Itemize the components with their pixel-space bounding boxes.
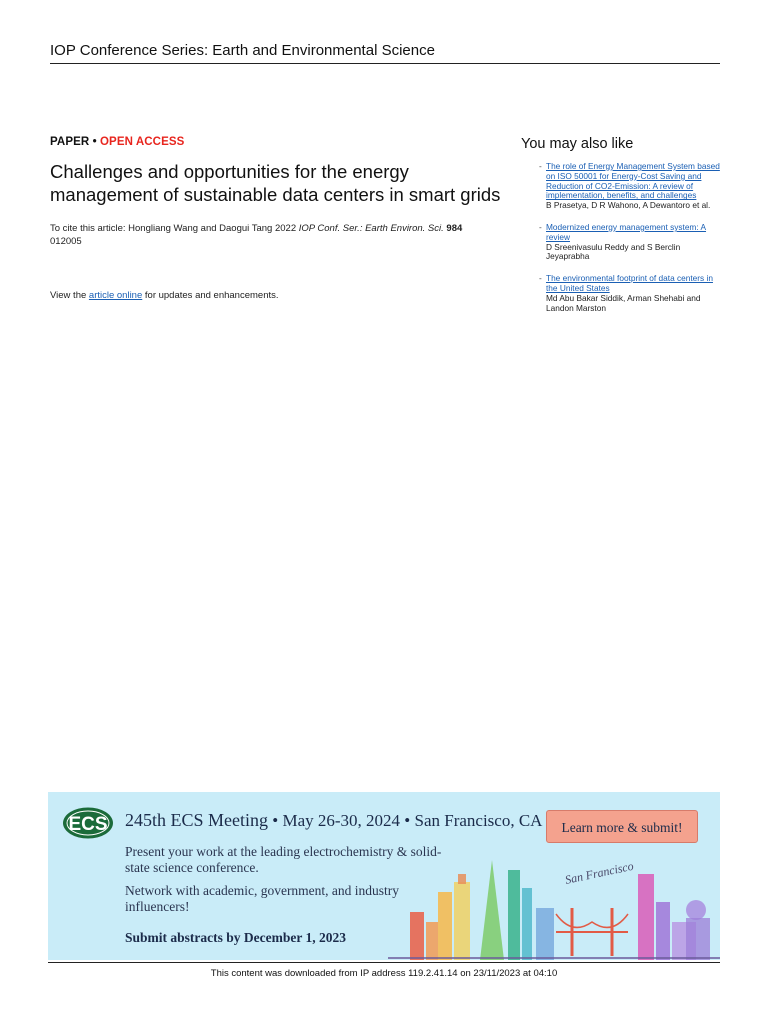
ecs-logo-text: ECS	[68, 814, 108, 835]
download-footer	[48, 962, 720, 979]
related-item-link[interactable]: The role of Energy Management System based on ISO 50001 for Energy-Cost Saving and Reduction of CO2-Emission: A review of implementation, benefits, and challenges	[546, 161, 720, 201]
cite-volume: 984	[446, 223, 463, 234]
related-item: - The role of Energy Management System based on ISO 50001 for Energy-Cost Saving and Reduction of CO2-Emission: A review of implementation, benefits, and challenges B Prasetya, D R Wahono, A Dewantoro et al.	[539, 161, 720, 211]
article-title: Challenges and opportunities for the energy management of sustainable data centers in smart grids	[50, 161, 501, 205]
paper-type-label	[50, 136, 510, 148]
event-headline: 245th ECS Meeting • May 26-30, 2024 • San Francisco, CA	[125, 810, 543, 830]
view-suffix: for updates and enhancements.	[144, 290, 279, 301]
related-item-link[interactable]: Modernized energy management system: A review	[546, 221, 707, 242]
related-item-link[interactable]: The environmental footprint of data centers in the United States	[546, 273, 713, 293]
label-separator: •	[89, 136, 100, 148]
paper-type: PAPER	[50, 136, 90, 148]
event-location: San Francisco, CA	[414, 811, 543, 830]
journal-name: IOP Conference Series: Earth and Environmental Science	[50, 42, 435, 59]
related-item: - Modernized energy management system: A review D Sreenivasulu Reddy and S Berclin Jeyaprabha	[521, 223, 721, 262]
event-name: 245th ECS Meeting	[125, 810, 268, 830]
event-dates: May 26-30, 2024	[282, 811, 401, 830]
open-access-label: OPEN ACCESS	[100, 136, 185, 148]
banner-line-1: Present your work at the leading electrochemistry & solid-state science conference.	[125, 844, 442, 875]
related-articles	[521, 136, 721, 325]
citation	[50, 222, 510, 248]
cite-journal: IOP Conf. Ser.: Earth Environ. Sci.	[298, 223, 444, 234]
related-heading: You may also like	[521, 136, 634, 152]
related-item-authors: D Sreenivasulu Reddy and S Berclin Jeyaprabha	[546, 241, 681, 262]
article-main	[50, 136, 510, 301]
abstract-deadline: Submit abstracts by December 1, 2023	[125, 930, 346, 945]
ecs-meeting-banner[interactable]	[48, 792, 720, 960]
download-info: This content was downloaded from IP address 119.2.41.14 on 23/11/2023 at 04:10	[210, 968, 558, 979]
journal-header	[50, 42, 720, 64]
cite-prefix: To cite this article: Hongliang Wang and Daogui Tang 2022	[50, 223, 297, 234]
article-online-link[interactable]: article online	[88, 290, 143, 301]
related-item-authors: Md Abu Bakar Siddik, Arman Shehabi and Landon Marston	[546, 292, 701, 313]
cite-number: 012005	[50, 236, 82, 247]
view-online-line	[50, 290, 510, 301]
san-francisco-script: San Francisco	[563, 858, 635, 887]
related-item-authors: B Prasetya, D R Wahono, A Dewantoro et al.	[546, 200, 711, 211]
learn-more-button[interactable]: Learn more & submit!	[546, 810, 698, 843]
view-prefix: View the	[50, 290, 87, 301]
san-francisco-skyline-icon	[388, 852, 720, 960]
ecs-logo-icon	[62, 806, 114, 840]
banner-line-2: Network with academic, government, and industry influencers!	[125, 883, 400, 914]
related-item: - The environmental footprint of data centers in the United States Md Abu Bakar Siddik, Arman Shehabi and Landon Marston	[521, 274, 721, 313]
